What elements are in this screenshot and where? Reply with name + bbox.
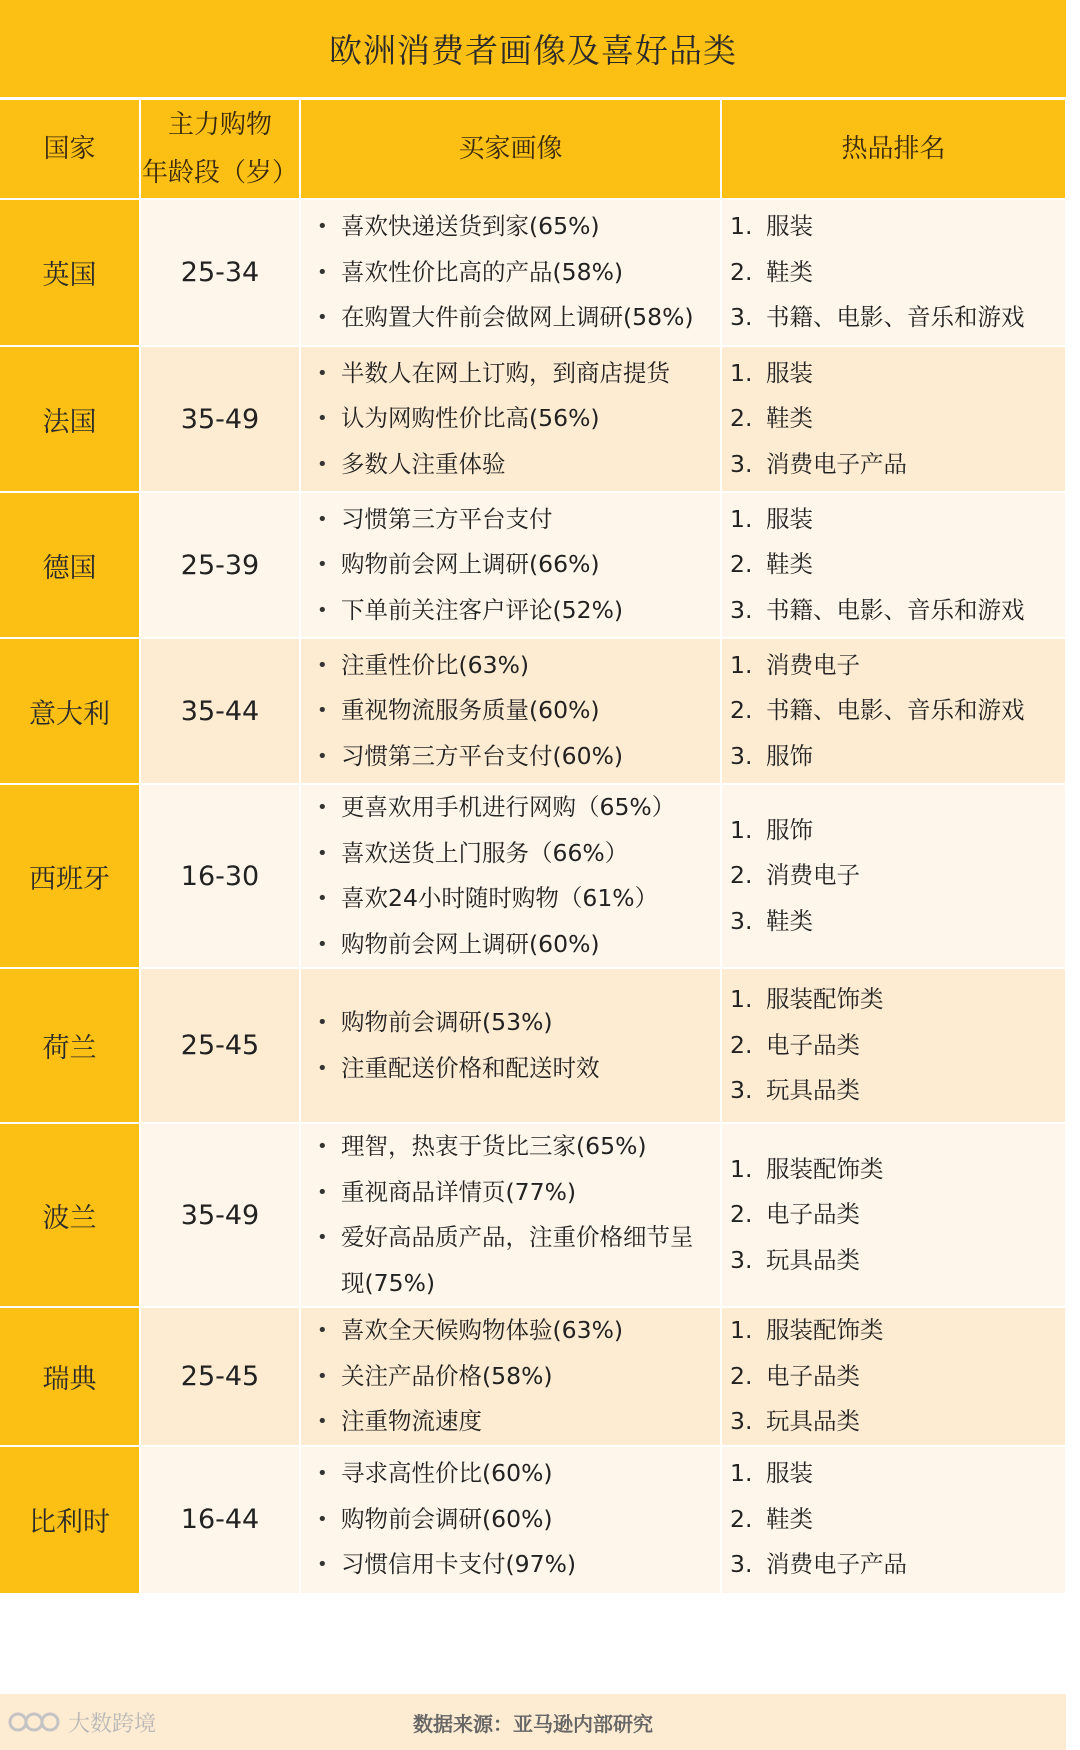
country-cell: 荷兰 xyxy=(0,968,140,1123)
country-cell: 瑞典 xyxy=(0,1307,140,1446)
age-range-cell: 35-44 xyxy=(140,638,300,784)
bullet-icon: • xyxy=(317,745,328,767)
header-country: 国家 xyxy=(0,100,140,199)
portrait-item xyxy=(311,542,712,588)
ranking-list xyxy=(722,643,1065,780)
portrait-item xyxy=(311,295,712,341)
portrait-list xyxy=(301,1451,720,1588)
bullet-icon: • xyxy=(317,1365,328,1387)
age-range-cell: 25-45 xyxy=(140,968,300,1123)
ranking-item xyxy=(730,1308,1065,1354)
country-cell: 比利时 xyxy=(0,1446,140,1594)
header-age-line1: 主力购物 xyxy=(167,110,272,140)
table-row xyxy=(0,1307,1066,1446)
hot-ranking-cell xyxy=(721,1307,1066,1446)
bullet-icon: • xyxy=(317,888,328,909)
portrait-list xyxy=(301,643,720,780)
portrait-item xyxy=(311,351,712,397)
portrait-list xyxy=(301,1124,720,1306)
hot-ranking-cell xyxy=(721,346,1066,492)
ranking-item xyxy=(730,542,1065,588)
portrait-text: 爱好高品质产品，注重价格细节呈现(75%) xyxy=(341,1223,694,1297)
rank-category: 鞋类 xyxy=(766,550,813,579)
country-cell: 德国 xyxy=(0,492,140,638)
buyer-portrait-cell xyxy=(300,492,721,638)
bullet-icon: • xyxy=(317,1411,328,1432)
rank-category: 消费电子产品 xyxy=(766,1550,907,1579)
ranking-item xyxy=(730,1451,1065,1497)
ranking-item xyxy=(730,250,1065,296)
portrait-item xyxy=(311,497,712,543)
hot-ranking-cell xyxy=(721,968,1066,1123)
portrait-text: 喜欢送货上门服务（66%） xyxy=(341,838,629,867)
rank-number: 3. xyxy=(730,906,753,935)
ranking-item xyxy=(730,1192,1065,1238)
rank-number: 1. xyxy=(730,1154,753,1183)
bullet-icon: • xyxy=(317,362,328,384)
buyer-portrait-cell xyxy=(300,638,721,784)
ranking-item xyxy=(730,1147,1065,1193)
portrait-item xyxy=(311,688,712,734)
portrait-text: 半数人在网上订购，到商店提货 xyxy=(341,358,670,387)
hot-ranking-cell xyxy=(721,1446,1066,1594)
table-body xyxy=(0,199,1066,1594)
portrait-list xyxy=(301,1000,720,1091)
bullet-icon: • xyxy=(317,1227,328,1248)
ranking-item xyxy=(730,204,1065,250)
portrait-item xyxy=(311,831,712,877)
portrait-item xyxy=(311,396,712,442)
portrait-item xyxy=(311,1354,712,1400)
portrait-item xyxy=(311,204,712,250)
portrait-text: 习惯信用卡支付(97%) xyxy=(341,1550,577,1579)
portrait-text: 习惯第三方平台支付 xyxy=(341,504,553,533)
portrait-text: 喜欢24小时随时购物（61%） xyxy=(341,884,659,912)
rank-number: 3. xyxy=(730,1245,753,1274)
rank-category: 玩具品类 xyxy=(766,1076,860,1105)
portrait-text: 重视商品详情页(77%) xyxy=(341,1177,577,1206)
buyer-portrait-cell xyxy=(300,968,721,1123)
rank-category: 服装 xyxy=(766,212,813,241)
portrait-list xyxy=(301,497,720,634)
country-cell: 波兰 xyxy=(0,1123,140,1307)
portrait-item xyxy=(311,876,712,922)
ranking-item xyxy=(730,1238,1065,1284)
rank-number: 3. xyxy=(730,741,753,770)
portrait-text: 在购置大件前会做网上调研(58%) xyxy=(341,303,694,332)
ranking-item xyxy=(730,1354,1065,1400)
table-row xyxy=(0,638,1066,784)
bullet-icon: • xyxy=(317,654,328,676)
ranking-item xyxy=(730,442,1065,488)
rank-number: 3. xyxy=(730,595,753,624)
hot-ranking-cell xyxy=(721,1123,1066,1307)
rank-category: 书籍、电影、音乐和游戏 xyxy=(766,303,1025,332)
rank-number: 1. xyxy=(730,504,753,533)
bullet-icon: • xyxy=(317,307,328,329)
portrait-item xyxy=(311,1046,712,1092)
footer-bar xyxy=(0,1694,1066,1750)
ranking-item xyxy=(730,853,1065,899)
age-range-cell: 16-30 xyxy=(140,784,300,968)
portrait-text: 关注产品价格(58%) xyxy=(341,1361,553,1390)
portrait-item xyxy=(311,1542,712,1588)
bullet-icon: • xyxy=(317,842,328,864)
buyer-portrait-cell xyxy=(300,346,721,492)
header-portrait: 买家画像 xyxy=(300,100,721,199)
portrait-text: 注重物流速度 xyxy=(341,1407,482,1435)
portrait-item xyxy=(311,643,712,689)
rank-number: 2. xyxy=(730,861,753,890)
portrait-item xyxy=(311,1308,712,1354)
rank-category: 书籍、电影、音乐和游戏 xyxy=(766,696,1025,725)
portrait-item xyxy=(311,1124,712,1170)
header-age-line2: 年龄段（岁） xyxy=(141,158,298,188)
portrait-text: 喜欢快递送货到家(65%) xyxy=(341,212,600,241)
portrait-item xyxy=(311,1497,712,1543)
portrait-list xyxy=(301,351,720,488)
ranking-item xyxy=(730,1023,1065,1069)
age-range-cell: 25-34 xyxy=(140,199,300,346)
rank-category: 服装配饰类 xyxy=(766,1154,884,1183)
ranking-item xyxy=(730,396,1065,442)
bullet-icon: • xyxy=(317,1320,328,1341)
portrait-item xyxy=(311,250,712,296)
table-row xyxy=(0,1446,1066,1594)
hot-ranking-cell xyxy=(721,199,1066,346)
portrait-item xyxy=(311,734,712,780)
portrait-text: 购物前会调研(60%) xyxy=(341,1504,553,1533)
portrait-text: 注重性价比(63%) xyxy=(341,650,530,679)
bullet-icon: • xyxy=(317,216,328,238)
table-header-row xyxy=(0,100,1066,199)
rank-number: 1. xyxy=(730,650,753,679)
consumer-profile-table xyxy=(0,100,1067,1595)
bullet-icon: • xyxy=(317,700,328,722)
portrait-item xyxy=(311,1215,712,1306)
portrait-text: 购物前会网上调研(60%) xyxy=(341,929,600,958)
rank-category: 服装配饰类 xyxy=(766,985,884,1014)
bullet-icon: • xyxy=(317,408,328,430)
rank-number: 2. xyxy=(730,1200,753,1229)
bullet-icon: • xyxy=(317,797,328,818)
portrait-text: 购物前会调研(53%) xyxy=(341,1008,553,1036)
portrait-item xyxy=(311,588,712,634)
rank-category: 服装 xyxy=(766,1459,813,1488)
bullet-icon: • xyxy=(317,599,328,621)
rank-category: 服饰 xyxy=(766,741,813,770)
rank-category: 鞋类 xyxy=(766,257,813,286)
ranking-item xyxy=(730,351,1065,397)
rank-number: 2. xyxy=(730,257,753,286)
rank-number: 1. xyxy=(730,358,753,387)
rank-number: 2. xyxy=(730,404,753,433)
ranking-item xyxy=(730,497,1065,543)
rank-number: 3. xyxy=(730,303,753,332)
table-row xyxy=(0,1123,1066,1307)
bullet-icon: • xyxy=(317,261,328,283)
ranking-item xyxy=(730,1399,1065,1445)
age-range-cell: 16-44 xyxy=(140,1446,300,1594)
rank-category: 电子品类 xyxy=(766,1200,860,1229)
ranking-item xyxy=(730,1068,1065,1114)
ranking-item xyxy=(730,1542,1065,1588)
rank-number: 2. xyxy=(730,1504,753,1533)
portrait-text: 理智，热衷于货比三家(65%) xyxy=(341,1132,647,1160)
rank-category: 鞋类 xyxy=(766,906,813,935)
rank-category: 消费电子产品 xyxy=(766,449,907,478)
bullet-icon: • xyxy=(317,453,328,475)
portrait-item xyxy=(311,1170,712,1216)
portrait-item xyxy=(311,922,712,968)
watermark-text: 大数跨境 xyxy=(68,1711,157,1737)
rank-number: 2. xyxy=(730,1361,753,1390)
hot-ranking-cell xyxy=(721,784,1066,968)
header-age xyxy=(140,100,300,199)
portrait-text: 寻求高性价比(60%) xyxy=(341,1459,553,1488)
table-row xyxy=(0,968,1066,1123)
ranking-item xyxy=(730,588,1065,634)
buyer-portrait-cell xyxy=(300,784,721,968)
portrait-list xyxy=(301,1308,720,1445)
rank-category: 鞋类 xyxy=(766,1504,813,1533)
portrait-text: 下单前关注客户评论(52%) xyxy=(341,595,624,624)
rank-number: 2. xyxy=(730,696,753,725)
portrait-item xyxy=(311,1399,712,1445)
rank-category: 消费电子 xyxy=(766,861,860,890)
header-ranking: 热品排名 xyxy=(721,100,1066,199)
rank-number: 1. xyxy=(730,212,753,241)
rank-category: 电子品类 xyxy=(766,1030,860,1059)
ranking-item xyxy=(730,977,1065,1023)
age-range-cell: 25-45 xyxy=(140,1307,300,1446)
rank-category: 电子品类 xyxy=(766,1361,860,1390)
ranking-list xyxy=(722,1451,1065,1588)
data-source-note: 数据来源：亚马逊内部研究 xyxy=(413,1711,653,1736)
portrait-text: 购物前会网上调研(66%) xyxy=(341,550,600,579)
ranking-item xyxy=(730,808,1065,854)
ranking-list xyxy=(722,977,1065,1114)
bullet-icon: • xyxy=(317,933,328,955)
portrait-text: 喜欢全天候购物体验(63%) xyxy=(341,1316,624,1344)
rank-number: 3. xyxy=(730,1076,753,1105)
rank-number: 1. xyxy=(730,1459,753,1488)
buyer-portrait-cell xyxy=(300,1446,721,1594)
bullet-icon: • xyxy=(317,1136,328,1157)
rank-number: 1. xyxy=(730,985,753,1014)
rank-category: 玩具品类 xyxy=(766,1407,860,1435)
ranking-item xyxy=(730,688,1065,734)
rank-number: 3. xyxy=(730,449,753,478)
bullet-icon: • xyxy=(317,1554,328,1576)
rank-number: 1. xyxy=(730,815,753,844)
age-range-cell: 35-49 xyxy=(140,346,300,492)
buyer-portrait-cell xyxy=(300,1307,721,1446)
rank-category: 鞋类 xyxy=(766,404,813,433)
bullet-icon: • xyxy=(317,1508,328,1530)
hot-ranking-cell xyxy=(721,638,1066,784)
portrait-item xyxy=(311,442,712,488)
rank-number: 1. xyxy=(730,1316,753,1344)
country-cell: 法国 xyxy=(0,346,140,492)
portrait-text: 更喜欢用手机进行网购（65%） xyxy=(341,793,676,821)
rank-category: 服装配饰类 xyxy=(766,1316,884,1344)
ranking-item xyxy=(730,295,1065,341)
rank-category: 服装 xyxy=(766,358,813,387)
portrait-item xyxy=(311,1451,712,1497)
ranking-item xyxy=(730,899,1065,945)
bullet-icon: • xyxy=(317,1057,328,1079)
bullet-icon: • xyxy=(317,554,328,576)
portrait-text: 多数人注重体验 xyxy=(341,449,506,478)
ranking-list xyxy=(722,351,1065,488)
bullet-icon: • xyxy=(317,1181,328,1203)
ranking-list xyxy=(722,204,1065,341)
ranking-list xyxy=(722,1308,1065,1445)
bullet-icon: • xyxy=(317,508,328,530)
portrait-text: 喜欢性价比高的产品(58%) xyxy=(341,257,624,286)
ranking-list xyxy=(722,1147,1065,1284)
country-cell: 西班牙 xyxy=(0,784,140,968)
rank-category: 服饰 xyxy=(766,815,813,844)
rank-number: 3. xyxy=(730,1407,753,1435)
bullet-icon: • xyxy=(317,1012,328,1033)
portrait-item xyxy=(311,785,712,831)
country-cell: 英国 xyxy=(0,199,140,346)
buyer-portrait-cell xyxy=(300,1123,721,1307)
country-cell: 意大利 xyxy=(0,638,140,784)
table-row xyxy=(0,784,1066,968)
rank-category: 服装 xyxy=(766,504,813,533)
rank-category: 消费电子 xyxy=(766,650,860,679)
rank-number: 3. xyxy=(730,1550,753,1579)
portrait-text: 注重配送价格和配送时效 xyxy=(341,1053,600,1082)
buyer-portrait-cell xyxy=(300,199,721,346)
portrait-item xyxy=(311,1000,712,1046)
ranking-item xyxy=(730,1497,1065,1543)
rank-category: 书籍、电影、音乐和游戏 xyxy=(766,595,1025,624)
portrait-text: 认为网购性价比高(56%) xyxy=(341,404,600,433)
table-row xyxy=(0,492,1066,638)
portrait-list xyxy=(301,785,720,967)
page-title: 欧洲消费者画像及喜好品类 xyxy=(0,0,1066,100)
portrait-text: 习惯第三方平台支付(60%) xyxy=(341,741,624,770)
ranking-list xyxy=(722,808,1065,945)
ranking-list xyxy=(722,497,1065,634)
age-range-cell: 25-39 xyxy=(140,492,300,638)
rank-category: 玩具品类 xyxy=(766,1245,860,1274)
ranking-item xyxy=(730,734,1065,780)
rank-number: 2. xyxy=(730,1030,753,1059)
portrait-list xyxy=(301,204,720,341)
table-row xyxy=(0,346,1066,492)
portrait-text: 重视物流服务质量(60%) xyxy=(341,696,600,725)
bullet-icon: • xyxy=(317,1463,328,1485)
hot-ranking-cell xyxy=(721,492,1066,638)
table-row xyxy=(0,199,1066,346)
age-range-cell: 35-49 xyxy=(140,1123,300,1307)
rank-number: 2. xyxy=(730,550,753,579)
ranking-item xyxy=(730,643,1065,689)
